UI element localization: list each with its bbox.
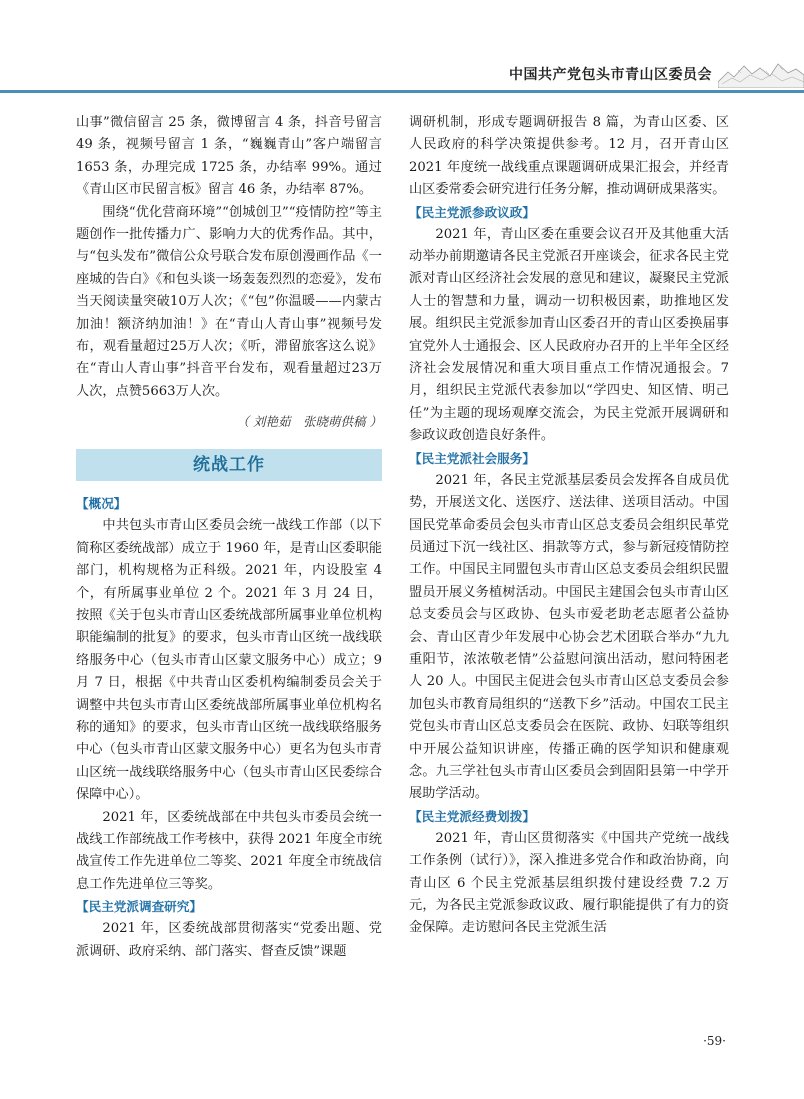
left-column (76, 112, 382, 963)
paragraph: 2021 年，青山区委在重要会议召开及其他重大活动举办前期邀请各民主党派召开座谈会，征求各民主党派对青山区经济社会发展的意见和建议，凝聚民主党派人士的智慧和力量，调动一切积极因素，助推地区发展。组织民主党派参加青山区委召开的青山区委换届事宜党外人士通报会、区人民政府办召开的上半年全区经济社会发展情况和重大项目重点工作情况通报会。7 月，组织民主党派代表参加以“学四史、知区情、明己任”为主题的现场观摩交流会，为民主党派开展调研和参政议政创造良好条件。 (409, 226, 729, 444)
section-banner: 统战工作 (76, 449, 382, 481)
paragraph: 2021 年，区委统战部贯彻落实“党委出题、党派调研、政府采纳、部门落实、督查反馈”课题 (76, 921, 382, 959)
section-heading: 【民主党派参政议政】 (409, 204, 535, 220)
paragraph: 2021 年，区委统战部在中共包头市委员会统一战线工作部统战工作考核中，获得 2021 年度全市统战宣传工作先进单位二等奖、2021 年度全市统战信息工作先进单位三等奖。 (76, 809, 382, 892)
right-column (409, 112, 729, 940)
section-heading: 【民主党派经费划拨】 (409, 808, 535, 824)
mountain-landscape-icon (718, 58, 804, 88)
section-heading: 【民主党派社会服务】 (409, 450, 535, 466)
running-header-title: 中国共产党包头市青山区委员会 (509, 67, 712, 83)
paragraph: 中共包头市青山区委员会统一战线工作部（以下简称区委统战部）成立于 1960 年，是青山区委职能部门，机构规格为正科级。2021 年，内设股室 4 个，有所属事业单位 2 个。2021 年 3 月 24 日，按照《关于包头市青山区委统战部所属事业单位机构职能编制的批复》的要求，包头市青山区统一战线联络服务中心（包头市青山区蒙文服务中心）成立；9 月 7 日，根据《中共青山区委机构编制委员会关于调整中共包头市青山区委统战部所属事业单位机构名称的通知》的要求，包头市青山区统一战线联络服务中心（包头市青山区蒙文服务中心）更名为包头市青山区统一战线联络服务中心（包头市青山区民委综合保障中心）。 (76, 518, 382, 803)
page-number: ·59· (703, 1034, 726, 1048)
paragraph: 2021 年，青山区贯彻落实《中国共产党统一战线工作条例（试行）》，深入推进多党合作和政治协商，向青山区 6 个民主党派基层组织拨付建设经费 7.2 万元，为各民主党派参政议政、履行职能提供了有力的资金保障。走访慰问各民主党派生活 (409, 830, 729, 936)
paragraph: 围绕“优化营商环境”“创城创卫”“疫情防控”等主题创作一批传播力广、影响力大的优秀作品。其中，与“包头发布”微信公众号联合发布原创漫画作品《一座城的告白》《和包头谈一场轰轰烈烈的恋爱》，发布当天阅读量突破10万人次；《“包”你温暖——内蒙古加油！额济纳加油！》在“青山人青山事”视频号发布，观看量超过25万人次；《听，滞留旅客这么说》在“青山人青山事”抖音平台发布，观看量超过23万人次，点赞5663万人次。 (76, 204, 382, 399)
paragraph: 调研机制，形成专题调研报告 8 篇，为青山区委、区人民政府的科学决策提供参考。12 月，召开青山区 2021 年度统一战线重点课题调研成果汇报会，并经青山区委常委会研究进行任务分解，推动调研成果落实。 (409, 115, 729, 198)
paragraph: 2021 年，各民主党派基层委员会发挥各自成员优势，开展送文化、送医疗、送法律、送项目活动。中国国民党革命委员会包头市青山区总支委员会组织民革党员通过下沉一线社区、捐款等方式，参与新冠疫情防控工作。中国民主同盟包头市青山区总支委员会组织民盟盟员开展义务植树活动。中国民主建国会包头市青山区总支委员会与区政协、包头市爱老助老志愿者公益协会、青山区青少年发展中心协会艺术团联合举办“九九重阳节，浓浓敬老情”公益慰问演出活动，慰问特困老人 20 人。中国民主促进会包头市青山区总支委员会参加包头市教育局组织的“送教下乡”活动。中国农工民主党包头市青山区总支委员会在医院、政协、妇联等组织中开展公益知识讲座，传播正确的医学知识和健康观念。九三学社包头市青山区委员会到固阳县第一中学开展助学活动。 (409, 472, 729, 802)
header-rule (0, 90, 804, 93)
section-heading: 【民主党派调查研究】 (76, 899, 202, 915)
author-credit: （ 刘艳茹 张晓萌供稿 ） (236, 414, 382, 430)
section-heading: 【概况】 (76, 496, 127, 512)
paragraph: 山事”微信留言 25 条，微博留言 4 条，抖音号留言 49 条，视频号留言 1 条，“巍巍青山”客户端留言 1653 条，办理完成 1725 条，办结率 99%。通过《青山区市民留言板》留言 46 条，办结率 87%。 (76, 115, 382, 198)
